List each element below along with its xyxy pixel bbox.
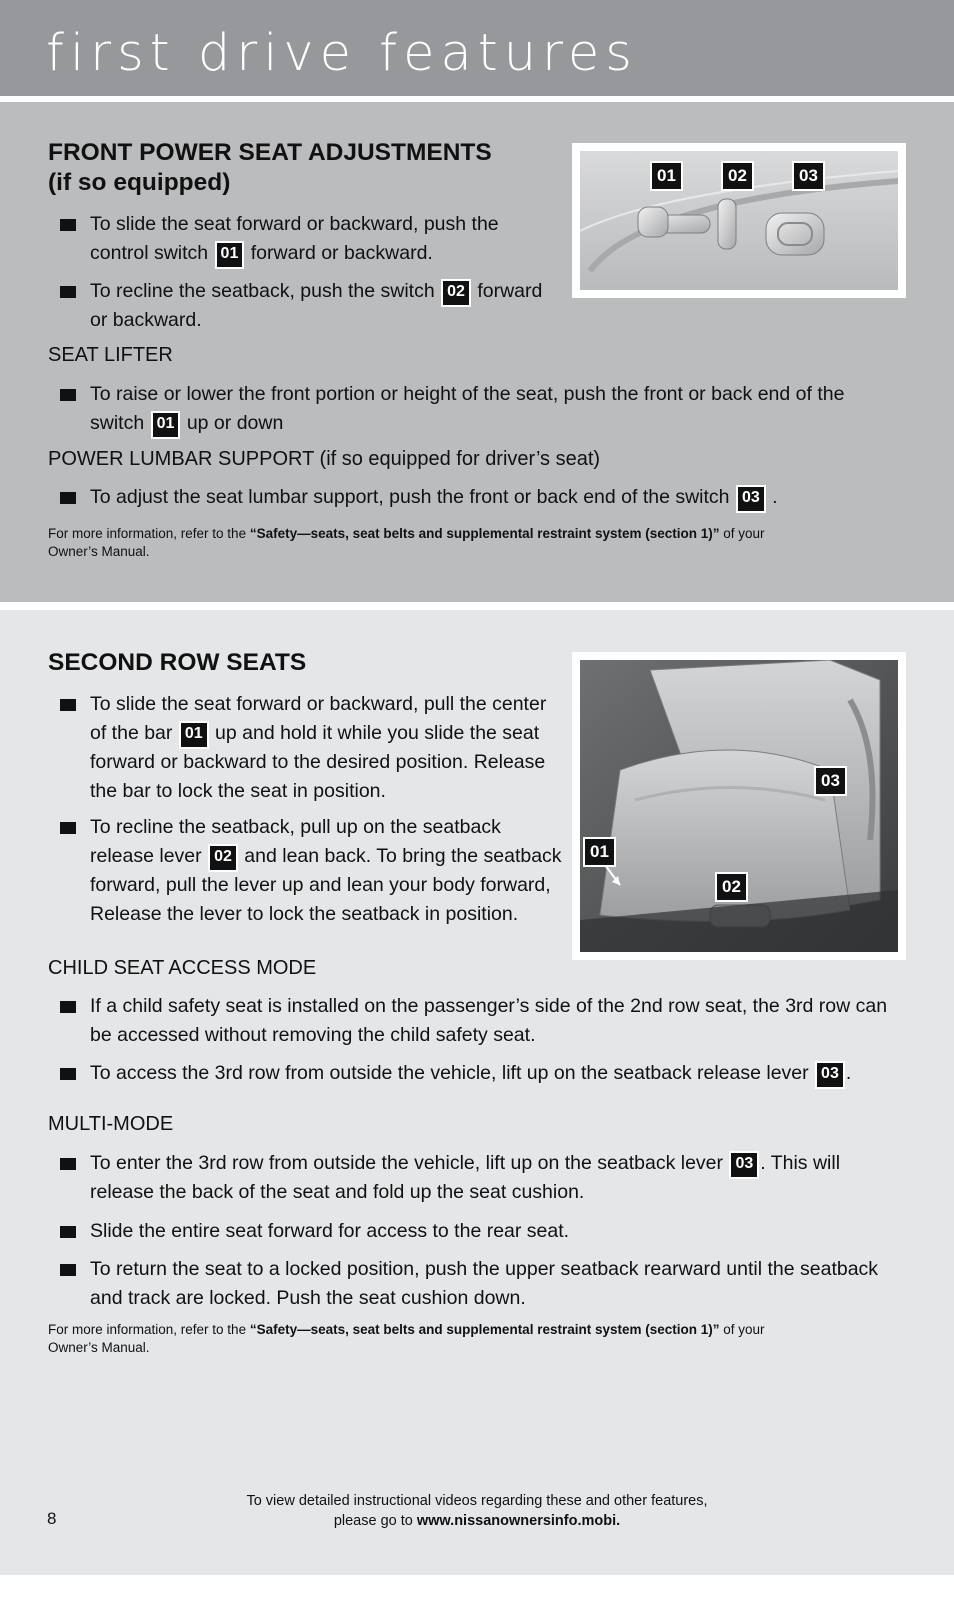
bullet-marker	[60, 699, 76, 711]
callout-badge: 01	[217, 243, 243, 267]
callout-badge: 01	[652, 163, 681, 189]
callout-badge: 03	[816, 768, 845, 794]
page-title: first drive features	[46, 24, 638, 83]
page-header	[0, 0, 954, 96]
multi-mode-heading: MULTI-MODE	[48, 1113, 174, 1135]
callout-badge: 02	[443, 281, 469, 305]
bullet-marker	[60, 1226, 76, 1238]
bullet-marker	[60, 389, 76, 401]
bullet-marker	[60, 219, 76, 231]
callout-badge: 01	[585, 839, 614, 865]
front-seat-title: FRONT POWER SEAT ADJUSTMENTS (if so equipped)	[48, 139, 492, 196]
front-seat-bullet-1: To slide the seat forward or backward, push the control switch 01 forward or backward.	[90, 210, 499, 268]
callout-badge: 03	[794, 163, 823, 189]
second-row-seat-photo	[580, 660, 898, 952]
lumbar-bullet: To adjust the seat lumbar support, push the front or back end of the switch 03 .	[90, 483, 778, 512]
child-seat-bullet-2: To access the 3rd row from outside the vehicle, lift up on the seatback release lever 03 .	[90, 1059, 851, 1088]
bullet-marker	[60, 1001, 76, 1013]
section1-reference-note: For more information, refer to the “Safety—seats, seat belts and supplemental restraint system (section 1)” of your Owner’s Manual.	[48, 526, 765, 559]
callout-badge: 03	[817, 1063, 843, 1087]
section-divider	[0, 602, 954, 610]
page-number: 8	[47, 1509, 57, 1528]
owners-info-link[interactable]: www.nissanownersinfo.mobi.	[416, 1513, 621, 1529]
front-seat-bullet-2: To recline the seatback, push the switch 02 forward or backward.	[90, 280, 543, 331]
bullet-marker	[60, 286, 76, 298]
footer-note: To view detailed instructional videos regarding these and other features, please go to www.nissanownersinfo.mobi.	[246, 1493, 708, 1529]
multi-mode-bullet-1: To enter the 3rd row from outside the vehicle, lift up on the seatback lever 03 . This will release the back of the seat and fold up the seat cushion.	[90, 1152, 841, 1203]
multi-mode-bullet-2: Slide the entire seat forward for access to the rear seat.	[90, 1220, 570, 1242]
child-seat-heading: CHILD SEAT ACCESS MODE	[48, 957, 317, 979]
callout-badge: 01	[153, 413, 179, 437]
seat-controls-image	[572, 143, 906, 298]
multi-mode-bullet-3: To return the seat to a locked position, push the upper seatback rearward until the seatback and track are locked. Push the seat cushion down.	[90, 1258, 879, 1309]
callout-badge: 01	[181, 723, 207, 747]
bullet-marker	[60, 1264, 76, 1276]
callout-badge: 03	[738, 487, 764, 511]
bullet-marker	[60, 492, 76, 504]
second-row-bullet-1: To slide the seat forward or backward, pull the center of the bar 01 up and hold it while you slide the seat forward or backward to the desired position. Release the bar to lock the seat in position.	[90, 693, 547, 802]
callout-badge: 02	[717, 874, 746, 900]
callout-badge: 02	[723, 163, 752, 189]
second-row-seat-image	[572, 652, 906, 960]
second-row-bullet-2: To recline the seatback, pull up on the seatback release lever 02 and lean back. To bring the seatback forward, pull the lever up and lean your body forward, Release the lever to lock the seatback in position.	[90, 816, 562, 925]
callout-badge: 02	[210, 846, 236, 870]
bullet-marker	[60, 822, 76, 834]
second-row-title: SECOND ROW SEATS	[48, 649, 307, 676]
seat-lifter-bullet: To raise or lower the front portion or height of the seat, push the front or back end of the switch 01 up or down	[90, 380, 844, 438]
bullet-marker	[60, 1068, 76, 1080]
lumbar-heading: POWER LUMBAR SUPPORT (if so equipped for driver’s seat)	[48, 448, 601, 470]
child-seat-bullet-1: If a child safety seat is installed on the passenger’s side of the 2nd row seat, the 3rd row can be accessed without removing the child safety seat.	[90, 995, 888, 1046]
section2-reference-note: For more information, refer to the “Safety—seats, seat belts and supplemental restraint system (section 1)” of your Owner’s Manual.	[48, 1322, 765, 1355]
callout-badge: 03	[731, 1153, 757, 1177]
bullet-marker	[60, 1158, 76, 1170]
seat-lifter-heading: SEAT LIFTER	[48, 344, 173, 366]
